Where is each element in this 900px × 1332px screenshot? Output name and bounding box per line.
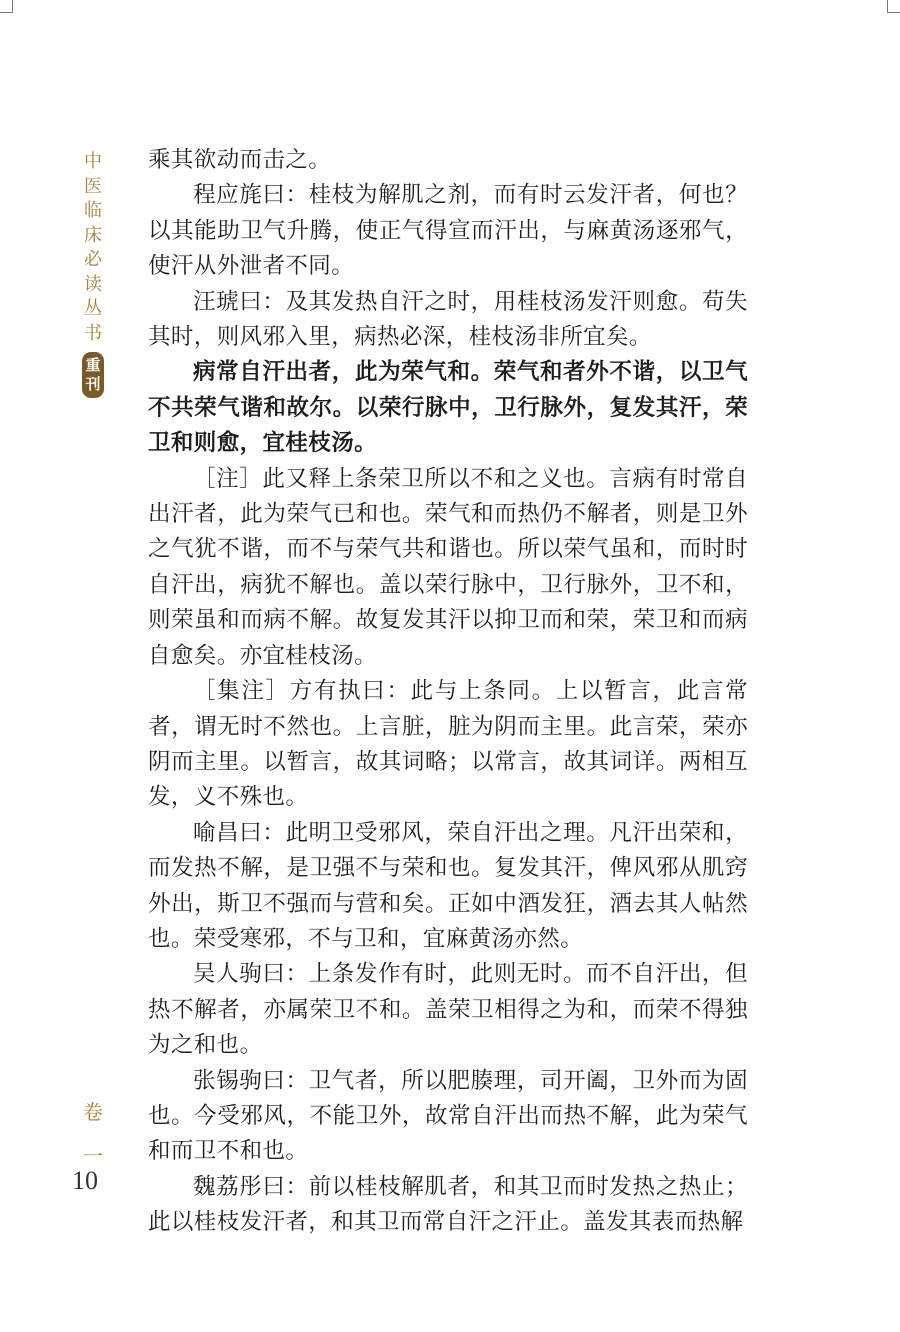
- paragraph: 张锡驹曰：卫气者，所以肥腠理，司开阖，卫外而为固也。今受邪风，不能卫外，故常自汗出而热不解，此为荣气和而卫不和也。: [148, 1067, 748, 1165]
- collected-annotation-paragraph: ［集注］方有执曰：此与上条同。上以暂言，此言常者，谓无时不然也。上言脏，脏为阴而主里。此言荣，荣亦阴而主里。以暂言，故其词略；以常言，故其词详。两相互发，义不殊也。: [148, 678, 748, 811]
- paragraph: 魏荔彤曰：前以桂枝解肌者，和其卫而时发热之热止；此以桂枝发汗者，和其卫而常自汗之汗止。盖发其表而热解: [148, 1173, 748, 1236]
- series-title-char: 丛: [84, 298, 102, 319]
- volume-mark: [80, 1090, 106, 1178]
- paragraph: 吴人驹曰：上条发作有时，此则无时。而不自汗出，但热不解者，亦属荣卫不和。盖荣卫相得之为和，而荣不得独为之和也。: [148, 961, 748, 1059]
- series-title-char: 读: [84, 273, 102, 295]
- main-text: [148, 143, 748, 1241]
- reprint-seal: [82, 352, 104, 398]
- series-title-char: 中: [84, 151, 102, 172]
- series-title-char: 医: [84, 175, 102, 197]
- series-title: [80, 150, 106, 398]
- series-title-char: 临: [84, 200, 102, 221]
- series-title-char: 床: [84, 224, 102, 246]
- series-title-char: 书: [84, 322, 102, 344]
- paragraph: 汪琥曰：及其发热自汗之时，用桂枝汤发汗则愈。苟失其时，则风邪入里，病热必深，桂枝汤非所宜矣。: [148, 288, 748, 351]
- reprint-seal-char: 重: [85, 356, 101, 374]
- paragraph: 程应旄曰：桂枝为解肌之剂，而有时云发汗者，何也？以其能助卫气升腾，使正气得宣而汗出，与麻黄汤逐邪气，使汗从外泄者不同。: [148, 182, 748, 280]
- paragraph: 乘其欲动而击之。: [148, 147, 332, 173]
- classic-text-paragraph: 病常自汗出者，此为荣气和。荣气和者外不谐，以卫气不共荣气谐和故尔。以荣行脉中，卫行脉外，复发其汗，荣卫和则愈，宜桂枝汤。: [148, 359, 748, 457]
- page-number: 10: [72, 1166, 98, 1195]
- crop-mark-left: [0, 0, 13, 13]
- reprint-seal-char: 刊: [85, 375, 101, 393]
- volume-mark-char: 卷: [83, 1100, 103, 1124]
- annotation-paragraph: ［注］此又释上条荣卫所以不和之义也。言病有时常自出汗者，此为荣气已和也。荣气和而热仍不解者，则是卫外之气犹不谐，而不与荣气共和谐也。所以荣气虽和，而时时自汗出，病犹不解也。盖以荣行脉中，卫行脉外，卫不和，则荣虽和而病不解。故复发其汗以抑卫而和荣，荣卫和而病自愈矣。亦宜桂枝汤。: [148, 465, 748, 669]
- crop-mark-right: [887, 0, 900, 13]
- volume-mark-char: 一: [83, 1144, 103, 1168]
- paragraph: 喻昌曰：此明卫受邪风，荣自汗出之理。凡汗出荣和，而发热不解，是卫强不与荣和也。复发其汗，俾风邪从肌窍外出，斯卫不强而与营和矣。正如中酒发狂，酒去其人帖然也。荣受寒邪，不与卫和，宜麻黄汤亦然。: [148, 819, 748, 952]
- series-title-char: 必: [84, 249, 102, 270]
